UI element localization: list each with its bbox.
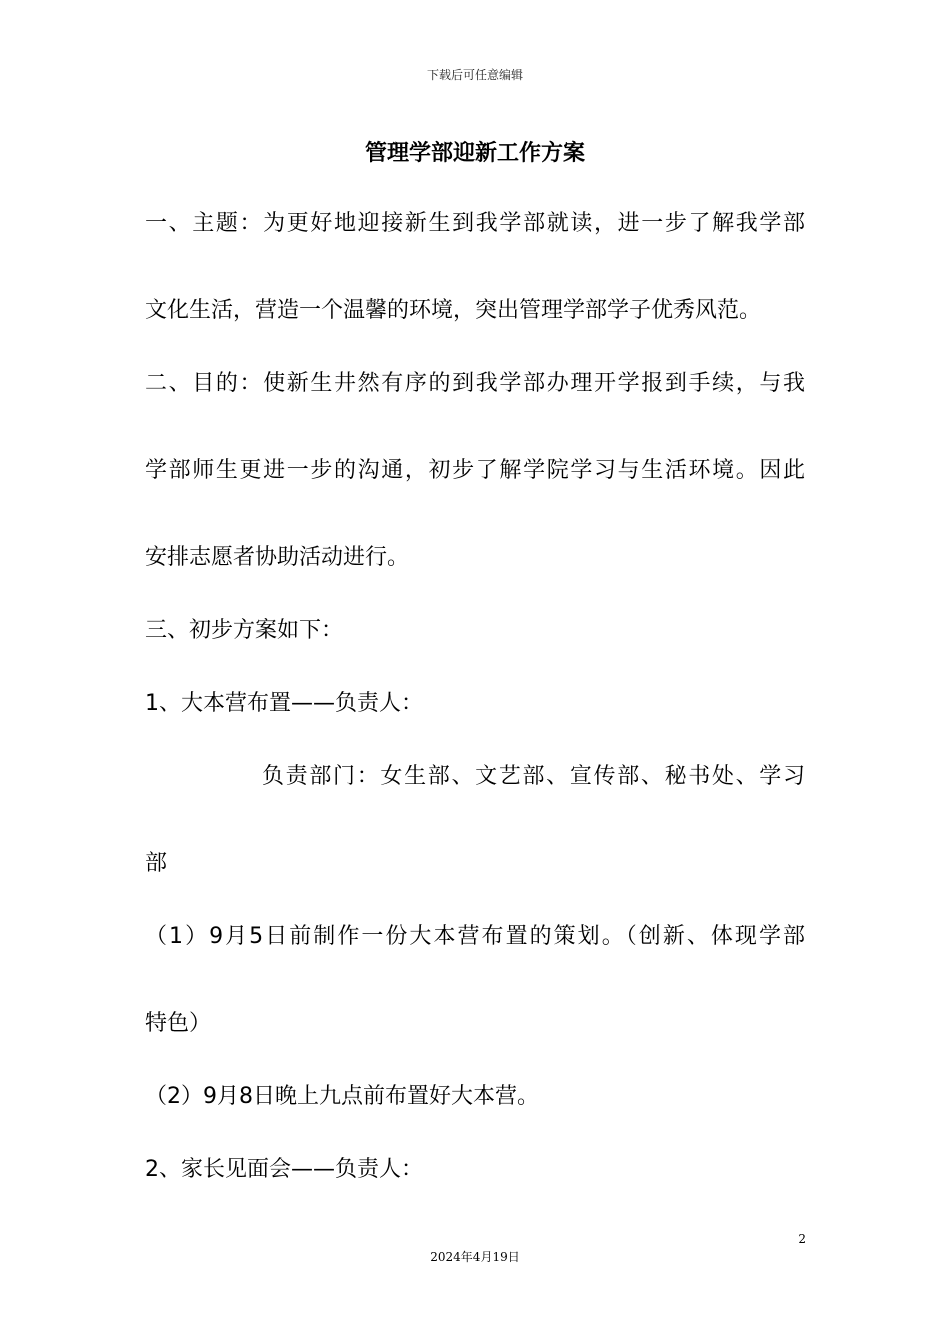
page-number: 2 — [798, 1232, 806, 1246]
section-plan-heading: 三、初步方案如下： — [145, 618, 344, 643]
item-1-step-1-line-1: （1）9月5日前制作一份大本营布置的策划。（创新、体现学部 — [145, 924, 805, 949]
item-1-step-1-line-2: 特色） — [145, 1011, 212, 1036]
paragraph-purpose-line-2: 学部师生更进一步的沟通，初步了解学院学习与生活环境。因此 — [145, 458, 805, 483]
item-1-heading: 1、大本营布置——负责人： — [145, 691, 423, 716]
item-2-heading: 2、家长见面会——负责人： — [145, 1157, 423, 1182]
paragraph-purpose-line-1: 二、目的：使新生井然有序的到我学部办理开学报到手续，与我 — [145, 371, 805, 396]
header-note: 下载后可任意编辑 — [426, 68, 523, 82]
paragraph-theme-line-2: 文化生活，营造一个温馨的环境，突出管理学部学子优秀风范。 — [145, 298, 762, 323]
document-title: 管理学部迎新工作方案 — [364, 141, 585, 166]
item-1-departments-line-1: 负责部门：女生部、文艺部、宣传部、秘书处、学习 — [262, 764, 805, 789]
item-1-step-2: （2）9月8日晚上九点前布置好大本营。 — [145, 1084, 539, 1109]
paragraph-theme-line-1: 一、主题：为更好地迎接新生到我学部就读，进一步了解我学部 — [145, 211, 805, 236]
item-1-departments-line-2: 部 — [145, 851, 168, 876]
footer-date: 2024年4月19日 — [430, 1250, 520, 1264]
paragraph-purpose-line-3: 安排志愿者协助活动进行。 — [145, 545, 410, 570]
